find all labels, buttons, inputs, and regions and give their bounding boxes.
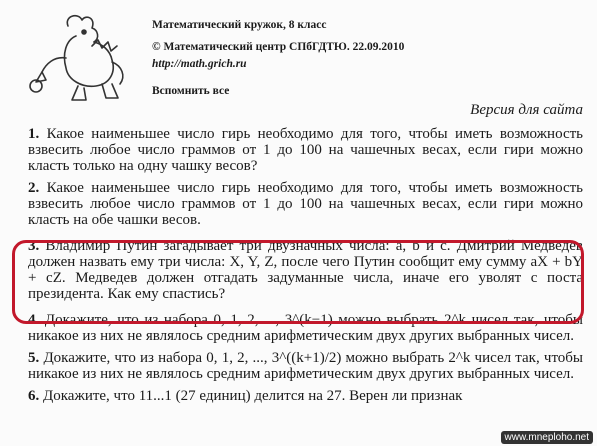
problem-1 — [28, 126, 583, 174]
problem-5 — [28, 350, 583, 382]
header-url: http://math.grich.ru — [152, 58, 247, 70]
problem-text: Докажите, что из набора 0, 1, 2, ..., 3^((k+1)/2) можно выбрать 2^k чисел так, чтобы никакое из них не являлось средним арифметическим двух других выбранных чисел. — [28, 350, 584, 382]
problem-number: 6. — [28, 388, 40, 404]
problem-6 — [28, 388, 583, 404]
problem-3-highlight-frame — [12, 240, 584, 324]
version-label: Версия для сайта — [470, 102, 583, 118]
watermark: www.mneploho.net — [501, 431, 594, 444]
problem-text: Какое наименьшее число гирь необходимо для того, чтобы иметь возможность взвесить любое число граммов от 1 до 100 на чашечных весах, если гири можно класть на обе чашки весов. — [28, 180, 584, 228]
problem-text: Докажите, что из набора 0, 1, 2, ..., 3^(k−1) можно выбрать 2^k чисел так, чтобы никакое из них не являлось средним арифметическим двух других выбранных чисел. — [28, 312, 584, 344]
problem-number: 3. — [28, 238, 40, 254]
problem-number: 5. — [28, 350, 40, 366]
problem-text: Докажите, что 11...1 (27 единиц) делится на 27. Верен ли признак — [43, 388, 463, 404]
problem-text: Владимир Путин загадывает три двузначных числа: a, b и c. Дмитрий Медведев должен назвать ему три числа: X, Y, Z, после чего Путин сообщит ему сумму aX + bY + cZ. Медведев должен отгадать задуманные числа, иначе его уволят с поста президента. Как ему спастись? — [28, 238, 583, 302]
problem-number: 2. — [28, 180, 40, 196]
dragon-mascot-logo — [6, 6, 136, 106]
problem-text: Какое наименьшее число гирь необходимо для того, чтобы иметь возможность взвесить любое число граммов от 1 до 100 на чашечных весах, если гири можно класть только на одну чашку весов? — [28, 126, 584, 174]
problem-2 — [28, 180, 583, 228]
header-subtitle: Вспомнить все — [152, 85, 230, 97]
header-title: Математический кружок, 8 класс — [152, 19, 327, 31]
header-copyright: © Математический центр СПбГДТЮ. 22.09.2010 — [152, 41, 405, 53]
problem-number: 1. — [28, 126, 40, 142]
problem-number: 4. — [28, 312, 40, 328]
